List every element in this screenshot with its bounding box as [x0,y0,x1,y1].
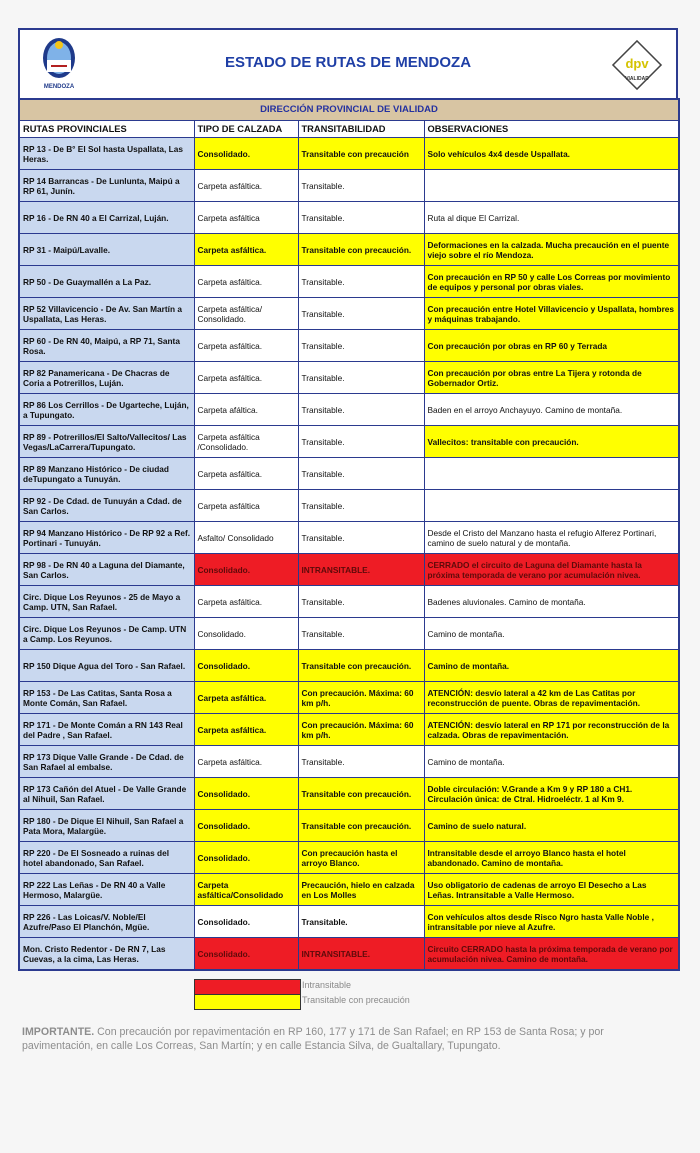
table-row [19,138,679,170]
table-row [19,778,679,810]
observations-cell: Con vehículos altos desde Risco Ngro hasta Valle Noble , intransitable por nieve al Azufre. [424,906,679,938]
observations-cell [424,458,679,490]
route-name-cell: RP 89 - Potrerillos/El Salto/Vallecitos/ Las Vegas/LaCarrera/Tupungato. [19,426,194,458]
observations-cell: ATENCIÓN: desvío lateral en RP 171 por reconstrucción de la calzada. Obras de repavimentación. [424,714,679,746]
table-header-row [19,121,679,138]
sheet-header [18,28,678,98]
observations-cell: Baden en el arroyo Anchayuyo. Camino de montaña. [424,394,679,426]
status-cell: Transitable con precaución [298,138,424,170]
route-name-cell: RP 31 - Maipú/Lavalle. [19,234,194,266]
table-row [19,394,679,426]
route-name-cell: RP 92 - De Cdad. de Tunuyán a Cdad. de San Carlos. [19,490,194,522]
status-cell: Transitable. [298,746,424,778]
status-cell: Transitable. [298,362,424,394]
status-cell: Con precaución. Máxima: 60 km p/h. [298,714,424,746]
observations-cell: Intransitable desde el arroyo Blanco hasta el hotel abandonado. Camino de montaña. [424,842,679,874]
route-name-cell: Circ. Dique Los Reyunos - De Camp. UTN a Camp. Los Reyunos. [19,618,194,650]
route-name-cell: Mon. Cristo Redentor - De RN 7, Las Cuevas, a la cima, Las Heras. [19,938,194,971]
status-cell: Transitable con precaución. [298,778,424,810]
route-name-cell: RP 150 Dique Agua del Toro - San Rafael. [19,650,194,682]
table-row [19,330,679,362]
table-row [19,906,679,938]
surface-cell: Consolidado. [194,650,298,682]
route-name-cell: RP 86 Los Cerrillos - De Ugarteche, Luján, a Tupungato. [19,394,194,426]
observations-cell: Camino de montaña. [424,746,679,778]
status-cell: Transitable. [298,618,424,650]
table-row [19,810,679,842]
route-name-cell: RP 16 - De RN 40 a El Carrizal, Luján. [19,202,194,234]
table-row [19,522,679,554]
table-row [19,490,679,522]
table-row [19,362,679,394]
table-row [19,650,679,682]
status-cell: Transitable. [298,586,424,618]
status-cell: Transitable. [298,202,424,234]
legend-label-yellow: Transitable con precaución [302,995,410,1005]
observations-cell: Camino de montaña. [424,650,679,682]
status-cell: Transitable. [298,490,424,522]
observations-cell: CERRADO el circuito de Laguna del Diamante hasta la próxima temporada de verano por acumulación nivea. [424,554,679,586]
surface-cell: Consolidado. [194,810,298,842]
surface-cell: Carpeta asfáltica [194,202,298,234]
surface-cell: Consolidado. [194,778,298,810]
surface-cell: Consolidado. [194,138,298,170]
surface-cell: Consolidado. [194,618,298,650]
surface-cell: Carpeta asfáltica. [194,170,298,202]
status-cell: Transitable. [298,394,424,426]
table-row [19,202,679,234]
status-cell: Transitable. [298,522,424,554]
table-row [19,298,679,330]
surface-cell: Carpeta asfáltica. [194,266,298,298]
table-row [19,682,679,714]
table-row [19,938,679,971]
surface-cell: Carpeta asfáltica. [194,714,298,746]
surface-cell: Carpeta asfáltica. [194,586,298,618]
surface-cell: Carpeta asfáltica. [194,234,298,266]
table-row [19,266,679,298]
legend [18,979,678,1009]
table-row [19,458,679,490]
surface-cell: Carpeta asfáltica. [194,746,298,778]
status-cell: Transitable con precaución. [298,650,424,682]
col-header-routes: RUTAS PROVINCIALES [19,121,194,138]
status-cell: Con precaución. Máxima: 60 km p/h. [298,682,424,714]
table-row [19,842,679,874]
surface-cell: Carpeta asfáltica/ Consolidado. [194,298,298,330]
svg-text:dpv: dpv [625,56,649,71]
observations-cell: Circuito CERRADO hasta la próxima temporada de verano por acumulación nivea. Camino de montaña. [424,938,679,971]
route-name-cell: RP 13 - De B° El Sol hasta Uspallata, Las Heras. [19,138,194,170]
status-cell: Transitable. [298,266,424,298]
status-cell: Precaución, hielo en calzada en Los Molles [298,874,424,906]
observations-cell: Doble circulación: V.Grande a Km 9 y RP 180 a CH1. Circulación única: de Ctral. Hidroeléctr. 1 al Km 9. [424,778,679,810]
table-row [19,746,679,778]
logo-right-label: VIALIDAD [625,76,649,82]
route-name-cell: RP 82 Panamericana - De Chacras de Coria a Potrerillos, Luján. [19,362,194,394]
table-row [19,714,679,746]
table-row [19,170,679,202]
route-name-cell: RP 94 Manzano Histórico - De RP 92 a Ref. Portinari - Tunuyán. [19,522,194,554]
surface-cell: Carpeta asfáltica [194,490,298,522]
note-text: Con precaución por repavimentación en RP 160, 177 y 171 de San Rafael; en RP 153 de Santa Rosa; y por pavimentación, en calle Los Correas, San Martín; y en calle Estancia Silva, de Gualtallary, Tupungato. [22,1026,604,1052]
table-row [19,234,679,266]
important-note [18,1025,678,1053]
route-name-cell: RP 52 Villavicencio - De Av. San Martín a Uspallata, Las Heras. [19,298,194,330]
status-cell: Transitable. [298,330,424,362]
observations-cell [424,490,679,522]
observations-cell: Uso obligatorio de cadenas de arroyo El Desecho a Las Leñas. Intransitable a Valle Hermoso. [424,874,679,906]
status-cell: Transitable con precaución. [298,810,424,842]
route-name-cell: RP 171 - De Monte Comán a RN 143 Real del Padre , San Rafael. [19,714,194,746]
observations-cell: Deformaciones en la calzada. Mucha precaución en el puente viejo sobre el río Mendoza. [424,234,679,266]
route-name-cell: RP 173 Dique Valle Grande - De Cdad. de San Rafael al embalse. [19,746,194,778]
page-title: ESTADO DE RUTAS DE MENDOZA [224,54,472,71]
route-name-cell: RP 180 - De Dique El Nihuil, San Rafael a Pata Mora, Malargüe. [19,810,194,842]
route-name-cell: RP 226 - Las Loicas/V. Noble/El Azufre/Paso El Planchón, Mgüe. [19,906,194,938]
route-name-cell: RP 153 - De Las Catitas, Santa Rosa a Monte Comán, San Rafael. [19,682,194,714]
table-row [19,586,679,618]
route-name-cell: RP 50 - De Guaymallén a La Paz. [19,266,194,298]
surface-cell: Carpeta asfáltica. [194,362,298,394]
surface-cell: Carpeta asfáltica /Consolidado. [194,426,298,458]
status-cell: Con precaución hasta el arroyo Blanco. [298,842,424,874]
surface-cell: Carpeta asfáltica. [194,682,298,714]
surface-cell: Consolidado. [194,938,298,971]
observations-cell: Con precaución por obras entre La Tijera y rotonda de Gobernador Ortiz. [424,362,679,394]
status-cell: Transitable con precaución. [298,234,424,266]
observations-cell: ATENCIÓN: desvío lateral a 42 km de Las Catitas por reconstrucción de puente. Obras de repavimentación. [424,682,679,714]
table-row [19,618,679,650]
status-cell: Transitable. [298,170,424,202]
surface-cell: Consolidado. [194,554,298,586]
agency-band: DIRECCIÓN PROVINCIAL DE VIALIDAD [19,99,679,121]
legend-swatch-red [194,979,301,995]
status-cell: Transitable. [298,906,424,938]
observations-cell: Ruta al dique El Carrizal. [424,202,679,234]
routes-table [18,98,680,971]
route-name-cell: RP 89 Manzano Histórico - De ciudad deTupungato a Tunuyán. [19,458,194,490]
observations-cell: Camino de montaña. [424,618,679,650]
table-row [19,426,679,458]
status-cell: Transitable. [298,298,424,330]
col-header-observations: OBSERVACIONES [424,121,679,138]
road-status-sheet [18,28,678,1053]
surface-cell: Consolidado. [194,842,298,874]
surface-cell: Carpeta asfáltica. [194,458,298,490]
surface-cell: Carpeta asfáltica. [194,330,298,362]
col-header-status: TRANSITABILIDAD [298,121,424,138]
surface-cell: Carpeta asfáltica/Consolidado [194,874,298,906]
route-name-cell: RP 98 - De RN 40 a Laguna del Diamante, San Carlos. [19,554,194,586]
vialidad-logo [608,36,666,94]
status-cell: INTRANSITABLE. [298,938,424,971]
observations-cell: Solo vehículos 4x4 desde Uspallata. [424,138,679,170]
observations-cell: Con precaución entre Hotel Villavicencio y Uspallata, hombres y máquinas trabajando. [424,298,679,330]
observations-cell: Badenes aluvionales. Camino de montaña. [424,586,679,618]
legend-label-red: Intransitable [302,980,352,990]
logo-left-label: MENDOZA [43,84,75,90]
route-name-cell: Circ. Dique Los Reyunos - 25 de Mayo a Camp. UTN, San Rafael. [19,586,194,618]
route-name-cell: RP 222 Las Leñas - De RN 40 a Valle Hermoso, Malargüe. [19,874,194,906]
surface-cell: Asfalto/ Consolidado [194,522,298,554]
observations-cell: Desde el Cristo del Manzano hasta el refugio Alferez Portinari, camino de suelo natural y de montaña. [424,522,679,554]
table-row [19,874,679,906]
surface-cell: Consolidado. [194,906,298,938]
status-cell: Transitable. [298,458,424,490]
route-name-cell: RP 220 - De El Sosneado a ruinas del hotel abandonado, San Rafael. [19,842,194,874]
observations-cell [424,170,679,202]
observations-cell: Vallecitos: transitable con precaución. [424,426,679,458]
observations-cell: Camino de suelo natural. [424,810,679,842]
table-row [19,554,679,586]
surface-cell: Carpeta afáltica. [194,394,298,426]
legend-swatch-yellow [194,994,301,1010]
col-header-surface: TIPO DE CALZADA [194,121,298,138]
observations-cell: Con precaución por obras en RP 60 y Terrada [424,330,679,362]
status-cell: Transitable. [298,426,424,458]
route-name-cell: RP 14 Barrancas - De Lunlunta, Maipú a RP 61, Junín. [19,170,194,202]
route-name-cell: RP 173 Cañón del Atuel - De Valle Grande al Nihuil, San Rafael. [19,778,194,810]
route-name-cell: RP 60 - De RN 40, Maipú, a RP 71, Santa Rosa. [19,330,194,362]
observations-cell: Con precaución en RP 50 y calle Los Correas por movimiento de equipos y personal por obras viales. [424,266,679,298]
note-lead: IMPORTANTE. [22,1026,95,1038]
status-cell: INTRANSITABLE. [298,554,424,586]
